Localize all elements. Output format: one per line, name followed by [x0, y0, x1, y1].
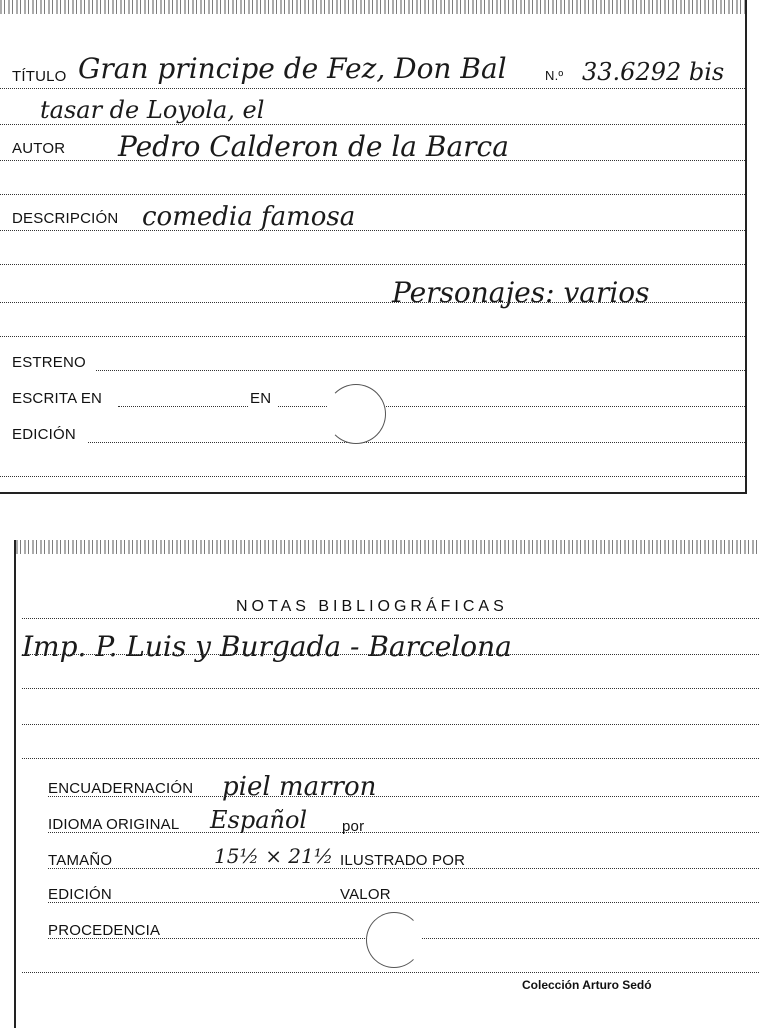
titulo-value: Gran principe de Fez, Don Bal — [78, 52, 507, 85]
escrita-en-label: ESCRITA EN — [12, 390, 103, 407]
bottom-rule — [22, 972, 759, 973]
autor-rule-2 — [0, 194, 745, 195]
valor-label: VALOR — [340, 886, 391, 903]
descripcion-rule-2 — [0, 264, 745, 265]
catalog-card-back — [14, 540, 759, 1028]
punch-hole — [366, 912, 422, 968]
estreno-label: ESTRENO — [12, 354, 86, 371]
escrita-en-rule — [118, 406, 248, 407]
notas-heading: NOTAS BIBLIOGRÁFICAS — [236, 598, 508, 615]
tamano-label: TAMAÑO — [48, 852, 113, 869]
titulo-rule-2 — [0, 124, 745, 125]
titulo-rule — [0, 88, 745, 89]
encuadernacion-rule — [48, 796, 759, 797]
por-label: por — [342, 818, 365, 835]
estreno-rule — [96, 370, 745, 371]
idioma-label: IDIOMA ORIGINAL — [48, 816, 180, 833]
notas-rule — [22, 618, 759, 619]
tamano-rule — [48, 868, 759, 869]
procedencia-label: PROCEDENCIA — [48, 922, 161, 939]
notas-rule-5 — [22, 758, 759, 759]
ilustrado-label: ILUSTRADO POR — [340, 852, 466, 869]
collection-footer: Colección Arturo Sedó — [522, 978, 652, 992]
en-label: EN — [250, 390, 272, 407]
encuadernacion-value: piel marron — [222, 772, 377, 802]
notas-rule-4 — [22, 724, 759, 725]
idioma-rule — [48, 832, 759, 833]
numero-label: N.º — [545, 68, 564, 83]
autor-value: Pedro Calderon de la Barca — [118, 130, 509, 163]
edicion-label: EDICIÓN — [12, 426, 76, 443]
edicion-rule — [48, 902, 759, 903]
personajes-rule — [0, 302, 745, 303]
card-torn-edge — [16, 540, 759, 554]
autor-rule — [0, 160, 745, 161]
descripcion-label: DESCRIPCIÓN — [12, 210, 119, 227]
notas-rule-3 — [22, 688, 759, 689]
edicion-label: EDICIÓN — [48, 886, 112, 903]
encuadernacion-label: ENCUADERNACIÓN — [48, 780, 194, 797]
personajes-value: Personajes: varios — [392, 276, 650, 309]
idioma-value: Español — [210, 806, 308, 834]
punch-hole — [326, 384, 386, 444]
bottom-rule — [0, 476, 745, 477]
autor-label: AUTOR — [12, 140, 66, 157]
edicion-rule — [88, 442, 745, 443]
notas-value: Imp. P. Luis y Burgada - Barcelona — [22, 630, 512, 663]
descripcion-rule — [0, 230, 745, 231]
catalog-card-front — [0, 0, 747, 494]
titulo-label: TÍTULO — [12, 68, 67, 85]
numero-value: 33.6292 bis — [582, 58, 725, 86]
tamano-value: 15½ × 21½ — [214, 844, 334, 868]
descripcion-value: comedia famosa — [142, 202, 356, 232]
notas-rule-2 — [22, 654, 759, 655]
titulo-value-continued: tasar de Loyola, el — [40, 96, 265, 124]
card-torn-edge — [0, 0, 745, 14]
blank-rule — [0, 336, 745, 337]
